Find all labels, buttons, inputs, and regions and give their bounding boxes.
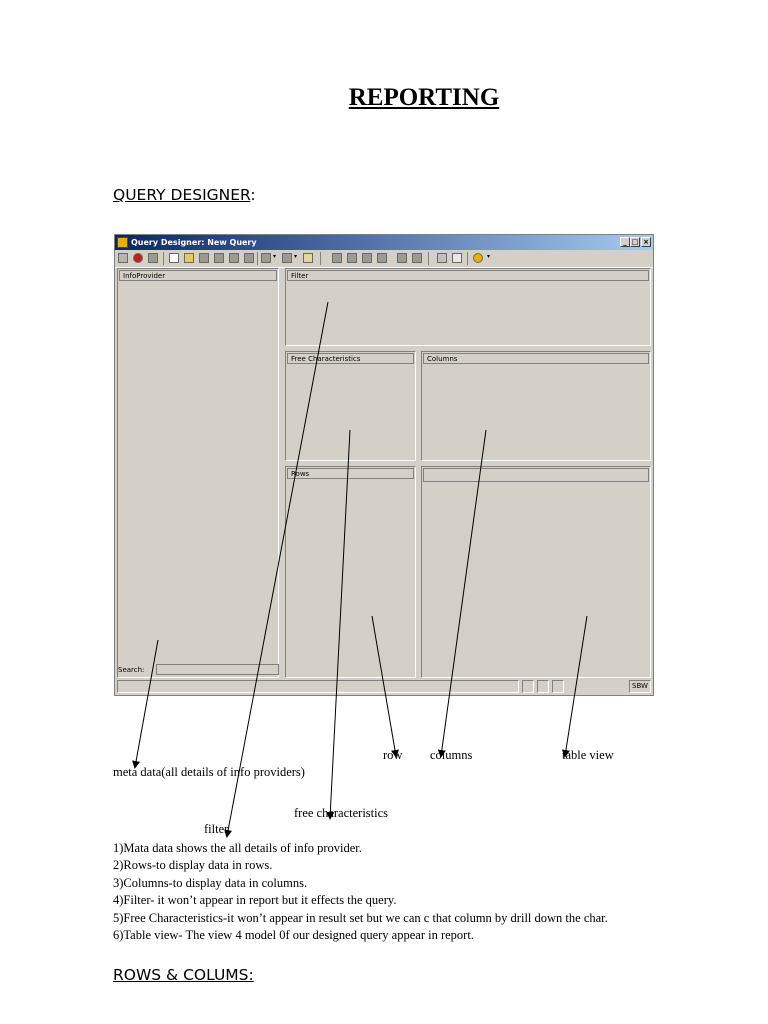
dropdown-icon[interactable]: ▾ — [487, 253, 491, 260]
close-button[interactable]: × — [641, 237, 651, 247]
section-heading-rows-columns — [113, 966, 254, 984]
query-designer-label: QUERY DESIGNER — [113, 186, 251, 204]
infoprovider-header: InfoProvider — [119, 270, 277, 281]
window-title: Query Designer: New Query — [131, 238, 257, 247]
filter-header: Filter — [287, 270, 649, 281]
arrow-meta-data — [135, 640, 158, 767]
free-characteristics-header: Free Characteristics — [287, 353, 414, 364]
note-item: 3)Columns-to display data in columns. — [113, 875, 308, 890]
note-item: 2)Rows-to display data in rows. — [113, 858, 273, 873]
annotation-table-view: table view — [562, 748, 614, 762]
note-item: 6)Table view- The view 4 model 0f our designed query appear in report. — [113, 928, 474, 943]
note-item: 1)Mata data shows the all details of info provider. — [113, 841, 362, 855]
note-item: 4)Filter- it won’t appear in report but it effects the query. — [113, 893, 397, 908]
search-label: Search: — [118, 666, 145, 674]
minimize-button[interactable]: _ — [620, 237, 630, 247]
arrow-free-characteristics — [330, 430, 350, 818]
dropdown-icon[interactable]: ▾ — [273, 253, 277, 260]
notes-list — [113, 840, 608, 944]
annotation-filter: filter — [204, 822, 229, 836]
annotation-free-characteristics: free characteristics — [294, 806, 389, 820]
arrow-row — [372, 616, 396, 756]
rows-columns-colon: : — [248, 966, 254, 984]
annotation-columns: columns — [430, 748, 473, 762]
page-title: REPORTING — [348, 84, 500, 111]
rows-header: Rows — [287, 468, 414, 479]
rows-columns-label: ROWS & COLUMS — [113, 966, 249, 984]
arrow-table-view — [565, 616, 587, 756]
arrow-filter — [227, 302, 328, 836]
columns-header: Columns — [423, 353, 649, 364]
note-item: 5)Free Characteristics-it won’t appear in result set but we can c that column by drill down the char. — [113, 910, 608, 925]
annotation-meta-data: meta data(all details of info providers) — [113, 765, 305, 779]
arrow-columns — [441, 430, 486, 756]
query-designer-colon: : — [250, 186, 256, 204]
annotation-row: row — [383, 748, 403, 762]
dropdown-icon[interactable]: ▾ — [294, 253, 298, 260]
status-system: SBW — [629, 680, 651, 693]
maximize-button[interactable]: □ — [631, 238, 639, 246]
